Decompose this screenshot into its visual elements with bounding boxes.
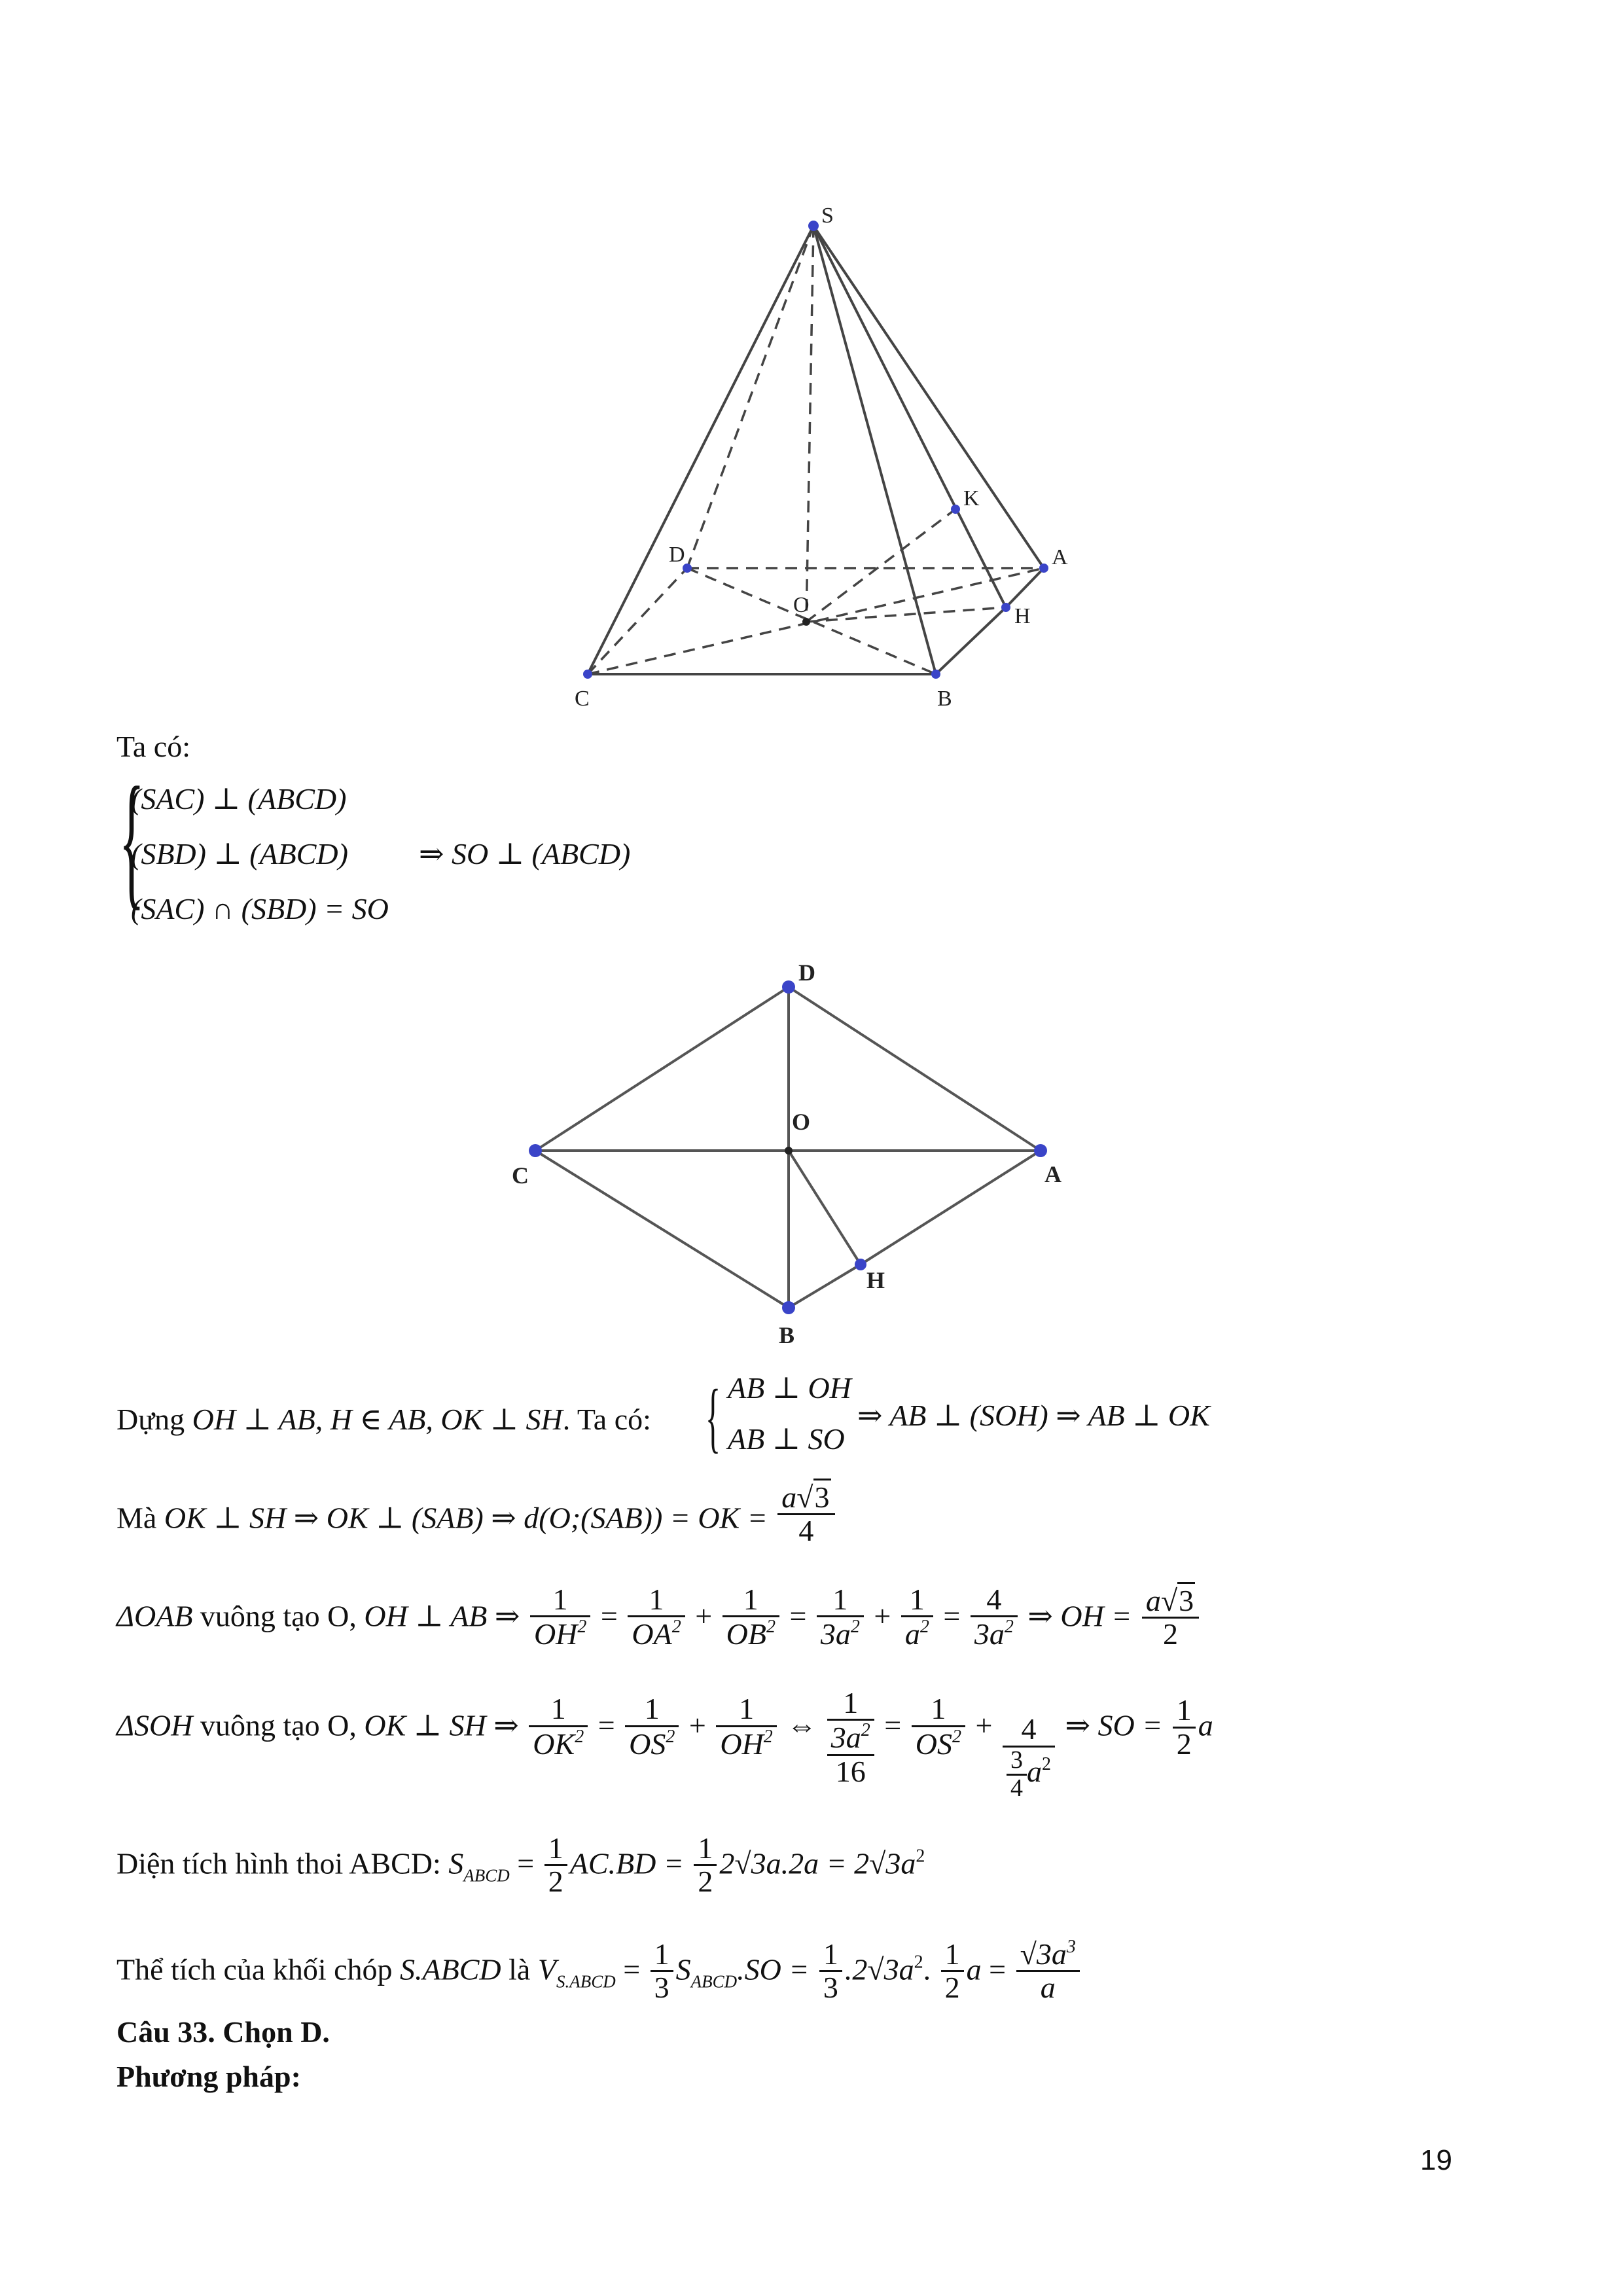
volume-frac-2: $\frac{1}{3}$ <box>819 1939 842 2004</box>
label2-A: A <box>1044 1161 1061 1187</box>
soh-frac-6: 4 $\frac{3}{4}$ $a^2$ <box>1003 1713 1055 1801</box>
system-result: ⇒ SO ⊥ (ABCD) <box>419 837 631 870</box>
oab-frac-4: $\frac{1}{3a^2}$ <box>817 1584 864 1651</box>
system-line-2: (SBD) ⊥ (ABCD) <box>131 837 348 870</box>
label-O: O <box>793 593 810 617</box>
soh-tri: ΔSOH <box>116 1708 193 1742</box>
area-frac-2: $\frac{1}{2}$ <box>694 1833 717 1898</box>
label-B: B <box>937 687 952 711</box>
oab-frac-6: $\frac{4}{3a^2}$ <box>971 1584 1018 1651</box>
dung-brace: { <box>705 1373 721 1460</box>
system-line-3: (SAC) ∩ (SBD) = SO <box>131 892 389 925</box>
label-D: D <box>669 543 685 567</box>
volume-label: Thể tích của khối chóp <box>116 1952 393 1986</box>
ma-prefix: Mà <box>116 1501 157 1535</box>
soh-frac-5: $\frac{1}{OS^2}$ <box>912 1693 965 1760</box>
oab-frac-3: $\frac{1}{OB^2}$ <box>722 1584 779 1651</box>
cau-33-heading: Câu 33. Chọn D. <box>116 2015 330 2049</box>
soh-frac-1: $\frac{1}{OK^2}$ <box>529 1693 588 1760</box>
oab-frac-1: $\frac{1}{OH^2}$ <box>530 1584 590 1651</box>
dung-system-1: AB ⊥ OH <box>728 1371 851 1405</box>
label-K: K <box>963 486 980 511</box>
label-H: H <box>1014 604 1031 628</box>
volume-frac-result: $\frac{√3a^3}{a}$ <box>1016 1937 1080 2004</box>
rhombus-figure <box>497 949 1086 1355</box>
area-expr: 2√3a.2a = 2√3a <box>719 1846 916 1880</box>
oab-text: vuông tạo O, <box>200 1599 357 1633</box>
dung-math: OH ⊥ AB, H ∈ AB, OK ⊥ SH <box>192 1403 563 1436</box>
oab-frac-5: $\frac{1}{a^2}$ <box>901 1584 933 1651</box>
label2-C: C <box>512 1162 529 1189</box>
oab-cond: OH ⊥ AB ⇒ <box>364 1599 520 1633</box>
soh-frac-3: $\frac{1}{OH^2}$ <box>716 1693 776 1760</box>
pyramid-figure <box>550 183 1113 720</box>
ta-co-text: Ta có: <box>116 730 191 763</box>
soh-text: vuông tạo O, <box>200 1708 357 1742</box>
oab-line: ΔOAB vuông tạo O, OH ⊥ AB ⇒ $\frac{1}{OH^2}$ = $\frac{1}{OA^2}$ + $\frac{1}{OB^2}$ = $\frac{1}{3a^2}$ + $\frac{1}{a^2}$ = $\frac{4}{3a^2}$ ⇒ OH = $\frac{a√3}{2}$ <box>116 1584 1202 1651</box>
dung-taco: . Ta có: <box>562 1403 651 1436</box>
label2-O: O <box>792 1109 811 1135</box>
soh-frac-2: $\frac{1}{OS^2}$ <box>625 1693 679 1760</box>
label-S: S <box>821 204 834 228</box>
dung-system-2: AB ⊥ SO <box>728 1422 845 1456</box>
ma-fraction: $\frac{a√3}{4}$ <box>777 1482 834 1547</box>
system-line-1: (SAC) ⊥ (ABCD) <box>131 782 347 816</box>
label-C: C <box>575 687 590 711</box>
soh-line: ΔSOH vuông tạo O, OK ⊥ SH ⇒ $\frac{1}{OK^2}$ = $\frac{1}{OS^2}$ + $\frac{1}{OH^2}$ ⇔ 1 $3a^2$ 16 = $\frac{1}{OS^2}$ + 4 $\frac{3}{4}$ $a^2$ ⇒ SO = $\frac{1}{2}$ a <box>116 1686 1213 1802</box>
label2-H: H <box>866 1267 885 1293</box>
page-number: 19 <box>1420 2144 1452 2176</box>
dung-prefix: Dựng <box>116 1403 185 1436</box>
label2-D: D <box>798 960 815 986</box>
ma-line <box>116 1482 838 1547</box>
phuong-phap-heading: Phương pháp: <box>116 2060 301 2093</box>
label2-B: B <box>779 1322 795 1348</box>
soh-result: ⇒ SO = <box>1065 1708 1163 1742</box>
dung-line <box>116 1405 651 1435</box>
oab-frac-oh: $\frac{a√3}{2}$ <box>1142 1585 1199 1651</box>
area-label: Diện tích hình thoi ABCD: <box>116 1846 441 1880</box>
soh-cond: OK ⊥ SH ⇒ <box>364 1708 519 1742</box>
label-A: A <box>1052 545 1068 569</box>
soh-frac-so: $\frac{1}{2}$ <box>1173 1695 1196 1760</box>
area-frac-1: $\frac{1}{2}$ <box>544 1833 567 1898</box>
volume-frac-3: $\frac{1}{2}$ <box>941 1939 964 2004</box>
area-line: Diện tích hình thoi ABCD: $S_{ABCD}$ = $\frac{1}{2}$ AC.BD = $\frac{1}{2}$ $2√3a.2a = 2√3a^2$ <box>116 1831 925 1899</box>
oab-result: ⇒ OH = <box>1027 1599 1132 1633</box>
volume-line: Thể tích của khối chóp S.ABCD là $V_{S.ABCD}$ = $\frac{1}{3}$ $S_{ABCD}.SO$ = $\frac{1}{3}$ $.2√3a^2$. $\frac{1}{2}$ a = $\frac{√3a^3}{a}$ <box>116 1937 1082 2004</box>
oab-frac-2: $\frac{1}{OA^2}$ <box>628 1584 685 1651</box>
ma-math: OK ⊥ SH ⇒ OK ⊥ (SAB) ⇒ d(O;(SAB)) = OK = <box>164 1501 768 1535</box>
volume-frac-1: $\frac{1}{3}$ <box>651 1939 673 2004</box>
soh-frac-4: 1 $3a^2$ 16 <box>827 1687 874 1787</box>
oab-tri: ΔOAB <box>116 1599 193 1633</box>
system-brace: { <box>119 756 145 923</box>
dung-result: ⇒ AB ⊥ (SOH) ⇒ AB ⊥ OK <box>857 1399 1210 1432</box>
